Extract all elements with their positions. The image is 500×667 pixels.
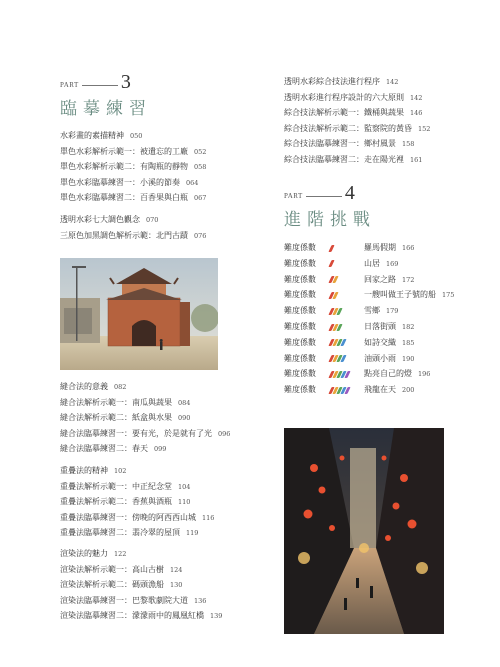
part3-toc-entry-page: 130 [170,581,183,589]
part3-toc-entry[interactable] [60,611,222,621]
part3-toc-entry-page: 084 [178,398,191,407]
part4-toc-entry[interactable] [284,290,454,300]
challenge-page: 190 [402,354,415,363]
challenge-title: 雪鄉 [364,306,380,316]
part3-section-heading[interactable] [60,131,142,141]
challenge-title: 羅馬假期 [364,243,396,252]
part4-toc-entry[interactable] [284,243,414,253]
challenge-page: 169 [386,259,399,268]
challenge-page: 166 [402,244,415,252]
part3-toc-entry-text: 重疊法解析示範二：香蕉與酒瓶 [60,497,172,506]
north-gate-painting [60,258,218,370]
part3-toc-entry-text: 單色水彩解析示範一：被遺忘的工廠 [60,146,188,156]
part3-section-heading[interactable] [60,466,126,476]
part3-toc-entry-text: 重疊法臨摹練習一：傍晚的阿西西山城 [60,512,196,522]
right-toc-entry[interactable] [284,93,422,103]
part3-section-heading-text: 渲染法的魅力 [60,549,108,558]
part3-section-heading-text: 重疊法的精神 [60,466,108,475]
difficulty-rating [330,276,360,283]
part3-toc-entry-page: 099 [154,445,167,453]
difficulty-label: 難度係數 [284,243,316,252]
pencil-icon [328,245,334,252]
part3-toc-entry[interactable] [60,444,166,454]
part3-toc-entry-text: 渲染法解析示範二：碼頭漁船 [60,580,164,589]
challenge-page: 175 [442,291,455,300]
right-toc-entry-text: 透明水彩進行程序設計的六大原則 [284,92,404,102]
part4-word: PART [284,192,303,200]
right-toc-entry-page: 158 [402,140,415,148]
difficulty-label: 難度係數 [284,306,316,316]
part3-toc-entry-text: 重疊法解析示範一：中正紀念堂 [60,481,172,491]
part3-toc-entry-text: 縫合法解析示範一：南瓜與蔬果 [60,397,172,407]
part3-number: 3 [120,71,131,93]
right-toc-entry[interactable] [284,108,422,118]
part3-toc-entry-text: 渲染法解析示範一：高山古樹 [60,564,164,574]
difficulty-rating [330,339,360,346]
part3-toc-entry-text: 單色水彩臨摹練習一：小溪的節奏 [60,177,180,187]
part3-word: PART [60,81,79,89]
challenge-title: 如詩交織 [364,337,396,347]
difficulty-rating [330,292,360,299]
part3-toc-entry-page: 119 [186,529,199,537]
part3-toc-entry-text: 三原色加黑調色解析示範：北門古蹟 [60,230,188,240]
challenge-title: 山居 [364,258,380,268]
difficulty-label: 難度係數 [284,337,316,347]
part4-toc-entry[interactable] [284,275,414,285]
right-toc-entry-page: 146 [410,109,423,117]
part3-section-heading-text: 透明水彩七大調色觀念 [60,215,140,224]
right-toc-entry[interactable] [284,124,430,134]
difficulty-label: 難度係數 [284,274,316,284]
difficulty-label: 難度係數 [284,322,316,331]
difficulty-rating [330,260,360,267]
part3-toc-entry-text: 渲染法臨摹練習一：巴黎歌劇院大道 [60,595,188,605]
part3-toc-entry-text: 單色水彩解析示範二：有陶瓶的靜物 [60,162,188,171]
part3-section-heading-page: 102 [114,467,127,475]
part3-toc-entry-text: 重疊法臨摹練習二：翡冷翠的屋頂 [60,528,180,537]
challenge-page: 185 [402,338,415,347]
right-toc-entry-page: 161 [410,155,423,164]
right-toc-entry-text: 綜合技法臨摹練習一：鄉村風景 [284,139,396,148]
part3-toc-entry[interactable] [60,147,206,157]
challenge-title: 一艘叫做王子號的船 [364,290,436,300]
right-section-heading[interactable] [284,77,398,87]
part3-section-heading-page: 122 [114,550,127,558]
part3-toc-entry-page: 139 [210,612,223,620]
part3-section-heading-page: 070 [146,216,159,224]
part3-toc-entry[interactable] [60,178,198,188]
part4-title: 進階挑戰 [284,210,376,230]
right-toc-entry[interactable] [284,155,422,165]
part3-toc-entry[interactable] [60,398,190,408]
part3-toc-entry[interactable] [60,580,182,590]
pencil-icon [328,260,334,267]
right-section-heading-page: 142 [386,78,399,86]
right-section-heading-text: 透明水彩綜合技法進行程序 [284,77,380,86]
right-toc-entry-page: 152 [418,124,431,133]
difficulty-rating [330,355,360,362]
part3-section-heading[interactable] [60,382,126,392]
part3-toc-entry-text: 單色水彩臨摹練習二：百香果與白瓶 [60,193,188,202]
part3-toc-entry-page: 116 [202,513,215,522]
part4-toc-entry[interactable] [284,306,398,316]
part3-section-heading[interactable] [60,549,126,559]
part3-toc-entry[interactable] [60,596,206,606]
challenge-page: 196 [418,370,431,379]
part3-toc-entry-page: 104 [178,482,191,491]
challenge-title: 飛龍在天 [364,385,396,395]
difficulty-label: 難度係數 [284,353,316,363]
part3-toc-entry-text: 縫合法臨摹練習一：要有光，於是就有了光 [60,428,212,438]
difficulty-label: 難度係數 [284,290,316,300]
part3-toc-entry-text: 渲染法臨摹練習二：濛濛雨中的鳳凰紅橋 [60,611,204,620]
part3-section-heading-page: 050 [130,132,143,140]
difficulty-label: 難度係數 [284,369,316,379]
part3-toc-entry-page: 136 [194,596,207,605]
difficulty-rating [330,371,360,378]
right-toc-entry-text: 綜合技法臨摹練習二：走在陽光裡 [284,154,404,164]
part3-section-heading[interactable] [60,215,158,225]
part3-toc-entry-page: 096 [218,429,231,438]
part4-toc-entry[interactable] [284,354,414,364]
part4-toc-entry[interactable] [284,385,414,395]
part3-section-heading-text: 水彩畫的素描精神 [60,131,124,140]
challenge-page: 182 [402,323,415,331]
part3-header [60,72,152,119]
north-gate-image [60,258,218,370]
challenge-title: 回家之路 [364,274,396,284]
part3-toc-entry-page: 064 [186,178,199,187]
part3-toc-entry[interactable] [60,497,190,507]
difficulty-rating [330,245,360,252]
part3-toc-entry[interactable] [60,482,190,492]
part3-toc-entry-page: 110 [178,498,191,506]
difficulty-label: 難度係數 [284,258,316,268]
part3-toc-entry[interactable] [60,231,206,241]
alley-night-painting [284,428,444,634]
part4-toc-entry[interactable] [284,338,414,348]
part3-toc-entry-text: 縫合法臨摹練習二：春天 [60,444,148,453]
part3-title: 臨摹練習 [60,99,152,119]
challenge-page: 200 [402,386,415,395]
difficulty-rating [330,387,360,394]
challenge-title: 油頭小雨 [364,353,396,363]
difficulty-label: 難度係數 [284,385,316,395]
part3-toc-entry[interactable] [60,413,190,423]
challenge-page: 179 [386,307,399,316]
part4-toc-entry[interactable] [284,369,430,379]
part3-toc-entry[interactable] [60,429,230,439]
part3-toc-entry-page: 076 [194,231,207,240]
part4-toc-entry[interactable] [284,322,414,332]
part3-section-heading-text: 縫合法的意義 [60,382,108,391]
challenge-title: 點亮自己的燈 [364,369,412,379]
part3-toc-entry[interactable] [60,193,206,203]
part3-section-heading-page: 082 [114,383,127,391]
part3-toc-entry[interactable] [60,528,198,538]
part4-number: 4 [344,182,355,204]
part3-toc-entry-page: 124 [170,565,183,574]
part3-toc-entry-page: 052 [194,147,207,156]
difficulty-rating [330,324,360,331]
part3-toc-entry-page: 067 [194,194,207,202]
challenge-page: 172 [402,275,415,284]
part4-header [284,183,376,230]
part4-rule [306,196,342,197]
right-toc-entry-text: 綜合技法解析示範一：鐵桶與蔬果 [284,108,404,117]
difficulty-rating [330,308,360,315]
alley-image [284,428,444,634]
part3-rule [82,85,118,86]
part4-toc-entry[interactable] [284,259,398,269]
part3-toc-entry-text: 縫合法解析示範二：紙盒與水果 [60,413,172,422]
part3-toc-entry[interactable] [60,162,206,172]
part3-toc-entry-page: 090 [178,414,191,422]
right-toc-entry[interactable] [284,139,414,149]
challenge-title: 日落街頭 [364,322,396,331]
right-toc-entry-page: 142 [410,93,423,102]
right-toc-entry-text: 綜合技法解析示範二：監察院的黃昏 [284,123,412,133]
part3-toc-entry[interactable] [60,513,214,523]
part3-toc-entry-page: 058 [194,163,207,171]
part3-toc-entry[interactable] [60,565,182,575]
